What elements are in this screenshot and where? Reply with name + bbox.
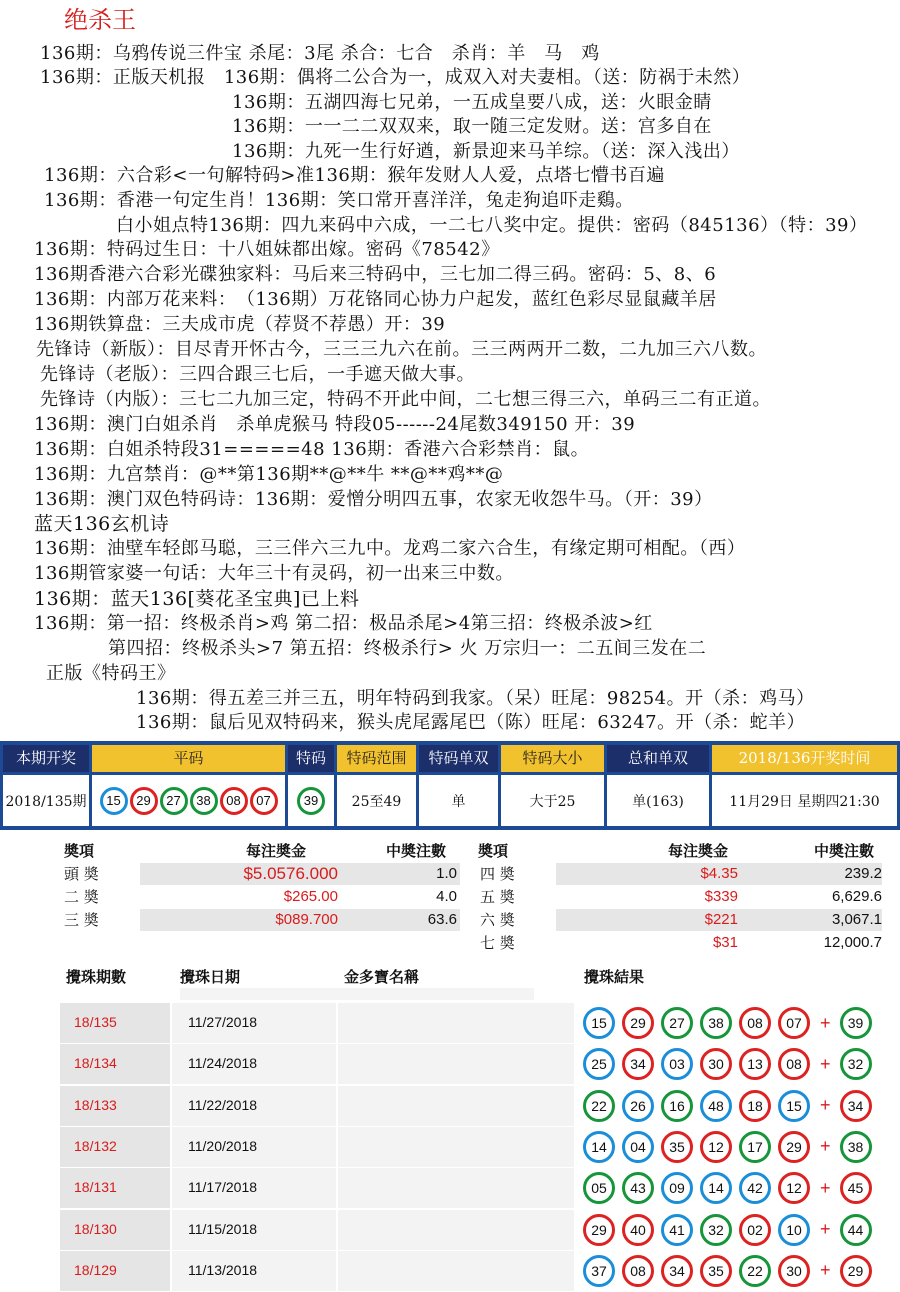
- history-row: [60, 1003, 880, 1043]
- tip-line: 蓝天136玄机诗: [34, 513, 170, 535]
- tip-line: 136期：六合彩<一句解特码>准136期：猴年发财人人爱，点塔七懵书百遍: [44, 165, 665, 186]
- tip-line: 136期：乌鸦传说三件宝 杀尾：3尾 杀合：七合 杀肖：羊 马 鸡: [40, 43, 600, 64]
- tip-line: 136期：油壁车轻郎马聪，三三伴六三九中。龙鸡二家六合生，有缘定期可相配。（西）: [34, 538, 746, 559]
- history-date: 11/27/2018: [188, 1014, 258, 1030]
- history-date: 11/17/2018: [188, 1179, 258, 1196]
- prize-header-amount: 每注奬金: [246, 842, 307, 860]
- tip-line: 136期：蓝天136[葵花圣宝典]已上料: [34, 588, 360, 610]
- cell-bg: [338, 1168, 574, 1208]
- prize-label: 三 奬: [64, 911, 99, 929]
- prize-row: [64, 863, 460, 885]
- result-ball: 05: [583, 1172, 615, 1204]
- prize-amount: $31: [712, 934, 738, 951]
- history-balls: [582, 1172, 878, 1204]
- prize-row: [480, 909, 882, 931]
- tip-line: 136期：澳门双色特码诗：136期：爱憎分明四五事，农家无收怨牛马。（开：39）: [34, 489, 713, 510]
- cell-bg: [338, 1251, 574, 1291]
- result-ball: 27: [661, 1007, 693, 1039]
- history-period: 18/131: [74, 1179, 117, 1196]
- special-result-ball: 45: [840, 1172, 872, 1204]
- history-row: [60, 1210, 880, 1250]
- result-ball: 18: [739, 1090, 771, 1122]
- result-ball: 22: [583, 1090, 615, 1122]
- header-sum-odd-even: 总和单双: [607, 745, 709, 772]
- tip-line: 136期：九宫禁肖：@**第136期**@**牛 **@**鸡**@: [34, 464, 504, 485]
- plus-sign: +: [820, 1095, 831, 1116]
- special-ball: 39: [297, 787, 325, 815]
- cell-bg: [338, 1210, 574, 1250]
- prize-label: 四 奬: [480, 865, 515, 883]
- result-ball: 04: [622, 1131, 654, 1163]
- header-special-number: 特码: [288, 745, 334, 772]
- tip-line: 第四招：终极杀头>7 第五招：终极杀行> 火 万宗归一：二五间三发在二: [108, 638, 707, 659]
- special-result-ball: 38: [840, 1131, 872, 1163]
- tip-line: 136期：鼠后见双特码来，猴头虎尾露尾巴（陈）旺尾：63247。开（杀：蛇羊）: [136, 712, 806, 733]
- tip-line: 136期香港六合彩光碟独家料：马后来三特码中，三七加二得三码。密码：5、8、6: [34, 264, 717, 285]
- history-balls: [582, 1048, 878, 1080]
- history-date: 11/22/2018: [188, 1096, 258, 1113]
- result-ball: 48: [700, 1090, 732, 1122]
- next-draw-time: 11月29日 星期四21:30: [712, 775, 897, 826]
- history-balls: [582, 1214, 878, 1246]
- draw-period: 2018/135期: [3, 775, 89, 826]
- history-balls: [582, 1090, 878, 1122]
- history-header-date: 攪珠日期: [180, 968, 241, 986]
- tip-line: 136期：香港一句定生肖！136期：笑口常开喜洋洋，兔走狗追吓走鷄。: [44, 190, 634, 211]
- prize-label: 二 奬: [64, 888, 99, 906]
- history-row: [60, 1251, 880, 1291]
- history-balls: [582, 1255, 878, 1287]
- history-period: 18/130: [74, 1220, 117, 1237]
- tip-line: 136期：得五差三并三五，明年特码到我家。（呆）旺尾：98254。开（杀：鸡马）: [136, 688, 815, 709]
- prize-header-count: 中奬注數: [386, 842, 447, 860]
- result-ball: 13: [739, 1048, 771, 1080]
- result-ball: 40: [622, 1214, 654, 1246]
- prize-count: 63.6: [427, 911, 457, 928]
- tip-line: 136期：内部万花来料： （136期）万花铬同心协力户起发，蓝红色彩尽显鼠藏羊居: [34, 289, 717, 310]
- tip-line: 136期：第一招：终极杀肖>鸡 第二招：极品杀尾>4第三招：终极杀波>红: [34, 613, 653, 634]
- result-ball: 30: [700, 1048, 732, 1080]
- result-ball: 30: [778, 1255, 810, 1287]
- tip-line: 先锋诗（新版）：目尽青开怀古今，三三三九六在前。三三两两开二数，二九加三六八数。: [36, 339, 767, 360]
- tip-line: 136期：一一二二双双来，取一随三定发财。送：宫多自在: [232, 116, 712, 137]
- sum-odd-even: 单(163): [607, 775, 709, 826]
- header-special-range: 特码范围: [337, 745, 416, 772]
- history-period: 18/134: [74, 1055, 117, 1072]
- history-balls: [582, 1007, 878, 1039]
- prize-header-item: 奬項: [64, 842, 95, 860]
- result-ball: 34: [661, 1255, 693, 1287]
- special-result-ball: 32: [840, 1048, 872, 1080]
- result-ball: 17: [739, 1131, 771, 1163]
- prize-label: 頭 奬: [64, 865, 99, 883]
- plus-sign: +: [820, 1053, 831, 1074]
- header-divider: [180, 988, 534, 1000]
- result-ball: 43: [622, 1172, 654, 1204]
- history-header-period: 攪珠期數: [66, 968, 127, 986]
- result-ball: 08: [622, 1255, 654, 1287]
- prize-label: 五 奬: [480, 888, 515, 906]
- result-ball: 25: [583, 1048, 615, 1080]
- cell-bg: [338, 1044, 574, 1084]
- special-big-small: 大于25: [501, 775, 604, 826]
- prize-header-count: 中奬注數: [814, 842, 875, 860]
- result-ball: 35: [661, 1131, 693, 1163]
- history-period: 18/135: [74, 1014, 117, 1030]
- normal-ball: 08: [220, 787, 248, 815]
- special-result-ball: 29: [840, 1255, 872, 1287]
- prize-amount: $265.00: [283, 888, 338, 905]
- history-row: [60, 1044, 880, 1084]
- normal-ball: 15: [100, 787, 128, 815]
- header-current-draw: 本期开奖: [3, 745, 89, 772]
- tip-line: 136期：白姐杀特段31=====48 136期：香港六合彩禁肖：鼠。: [34, 439, 590, 460]
- history-row: [60, 1127, 880, 1167]
- prize-header-item: 奬項: [478, 842, 509, 860]
- prize-row: [64, 909, 460, 931]
- prize-count: 6,629.6: [831, 888, 882, 905]
- result-ball: 26: [622, 1090, 654, 1122]
- prize-amount: $089.700: [275, 911, 338, 928]
- special-ball: [288, 775, 334, 826]
- plus-sign: +: [820, 1260, 831, 1281]
- special-result-ball: 44: [840, 1214, 872, 1246]
- history-period: 18/133: [74, 1096, 117, 1113]
- prize-count: 239.2: [844, 865, 882, 882]
- normal-ball: 29: [130, 787, 158, 815]
- result-ball: 29: [583, 1214, 615, 1246]
- result-ball: 38: [700, 1007, 732, 1039]
- plus-sign: +: [820, 1136, 831, 1157]
- special-range: 25至49: [337, 775, 416, 826]
- prize-label: 六 奬: [480, 911, 515, 929]
- prize-amount: $4.35: [700, 865, 738, 882]
- result-ball: 34: [622, 1048, 654, 1080]
- tip-line: 白小姐点特136期：四九来码中六成，一二七八奖中定。提供：密码（845136）（特：39）: [116, 215, 868, 236]
- result-ball: 07: [778, 1007, 810, 1039]
- prize-row: [480, 886, 882, 908]
- history-header-name: 金多寶名稱: [344, 968, 420, 986]
- result-ball: 08: [739, 1007, 771, 1039]
- normal-balls: [92, 775, 285, 826]
- history-date: 11/24/2018: [188, 1055, 258, 1072]
- history-date: 11/13/2018: [188, 1261, 258, 1278]
- plus-sign: +: [820, 1012, 831, 1033]
- history-date: 11/15/2018: [188, 1220, 258, 1237]
- tip-line: 136期铁算盘：三夫成市虎（荐贤不荐愚）开：39: [34, 314, 446, 335]
- result-ball: 14: [583, 1131, 615, 1163]
- special-result-ball: 39: [840, 1007, 872, 1039]
- history-period: 18/129: [74, 1261, 117, 1278]
- history-balls: [582, 1131, 878, 1163]
- result-ball: 02: [739, 1214, 771, 1246]
- result-ball: 42: [739, 1172, 771, 1204]
- prize-count: 1.0: [436, 865, 457, 882]
- page-title: 绝杀王: [64, 6, 136, 34]
- normal-ball: 07: [250, 787, 278, 815]
- result-ball: 15: [583, 1007, 615, 1039]
- prize-row: [480, 863, 882, 885]
- prize-row: [480, 932, 882, 954]
- special-odd-even: 单: [419, 775, 498, 826]
- result-ball: 35: [700, 1255, 732, 1287]
- cell-bg: [338, 1003, 574, 1043]
- result-ball: 29: [622, 1007, 654, 1039]
- header-special-odd-even: 特码单双: [419, 745, 498, 772]
- tip-line: 136期：正版天机报 136期：偶将二公合为一，成双入对夫妻相。（送：防祸于未然）: [40, 67, 751, 88]
- tip-line: 136期管家婆一句话：大年三十有灵码，初一出来三中数。: [34, 563, 514, 584]
- special-result-ball: 34: [840, 1090, 872, 1122]
- draw-results-table: [0, 741, 900, 830]
- result-ball: 15: [778, 1090, 810, 1122]
- result-ball: 16: [661, 1090, 693, 1122]
- prize-amount: $221: [704, 911, 738, 928]
- header-next-draw-time: 2018/136开奖时间: [712, 745, 897, 772]
- plus-sign: +: [820, 1177, 831, 1198]
- prize-row: [64, 886, 460, 908]
- tip-line: 先锋诗（内版）：三七二九加三定，特码不开此中间，二七想三得三六，单码三二有正道。: [40, 389, 771, 410]
- prize-amount: $339: [704, 888, 738, 905]
- result-ball: 32: [700, 1214, 732, 1246]
- tip-line: 136期：特码过生日：十八姐妹都出嫁。密码《78542》: [34, 239, 500, 260]
- result-ball: 10: [778, 1214, 810, 1246]
- prize-count: 4.0: [436, 888, 457, 905]
- history-row: [60, 1086, 880, 1126]
- result-ball: 12: [700, 1131, 732, 1163]
- tip-line: 136期：五湖四海七兄弟，一五成皇要八成，送：火眼金睛: [232, 92, 712, 113]
- normal-ball: 38: [190, 787, 218, 815]
- prize-count: 3,067.1: [831, 911, 882, 928]
- tip-line: 136期：澳门白姐杀肖 杀单虎猴马 特段05------24尾数349150 开：39: [34, 414, 636, 435]
- result-ball: 22: [739, 1255, 771, 1287]
- prize-amount: $5.0576.000: [243, 864, 338, 883]
- history-period: 18/132: [74, 1137, 117, 1154]
- prize-label: 七 奬: [480, 934, 515, 952]
- result-ball: 29: [778, 1131, 810, 1163]
- result-ball: 37: [583, 1255, 615, 1287]
- history-row: [60, 1168, 880, 1208]
- cell-bg: [338, 1086, 574, 1126]
- header-special-big-small: 特码大小: [501, 745, 604, 772]
- tip-line: 正版《特码王》: [46, 663, 176, 684]
- prize-header-amount: 每注奬金: [668, 842, 729, 860]
- normal-ball: 27: [160, 787, 188, 815]
- tip-line: 136期：九死一生行好遒，新景迎来马羊综。（送：深入浅出）: [232, 141, 740, 162]
- result-ball: 09: [661, 1172, 693, 1204]
- result-ball: 12: [778, 1172, 810, 1204]
- result-ball: 41: [661, 1214, 693, 1246]
- tip-line: 先锋诗（老版）：三四合跟三七后，一手遮天做大事。: [40, 364, 475, 385]
- result-ball: 08: [778, 1048, 810, 1080]
- cell-bg: [338, 1127, 574, 1167]
- header-normal-numbers: 平码: [92, 745, 285, 772]
- prize-count: 12,000.7: [823, 934, 882, 951]
- history-date: 11/20/2018: [188, 1137, 258, 1154]
- history-header-result: 攪珠結果: [584, 968, 645, 986]
- result-ball: 14: [700, 1172, 732, 1204]
- plus-sign: +: [820, 1219, 831, 1239]
- result-ball: 03: [661, 1048, 693, 1080]
